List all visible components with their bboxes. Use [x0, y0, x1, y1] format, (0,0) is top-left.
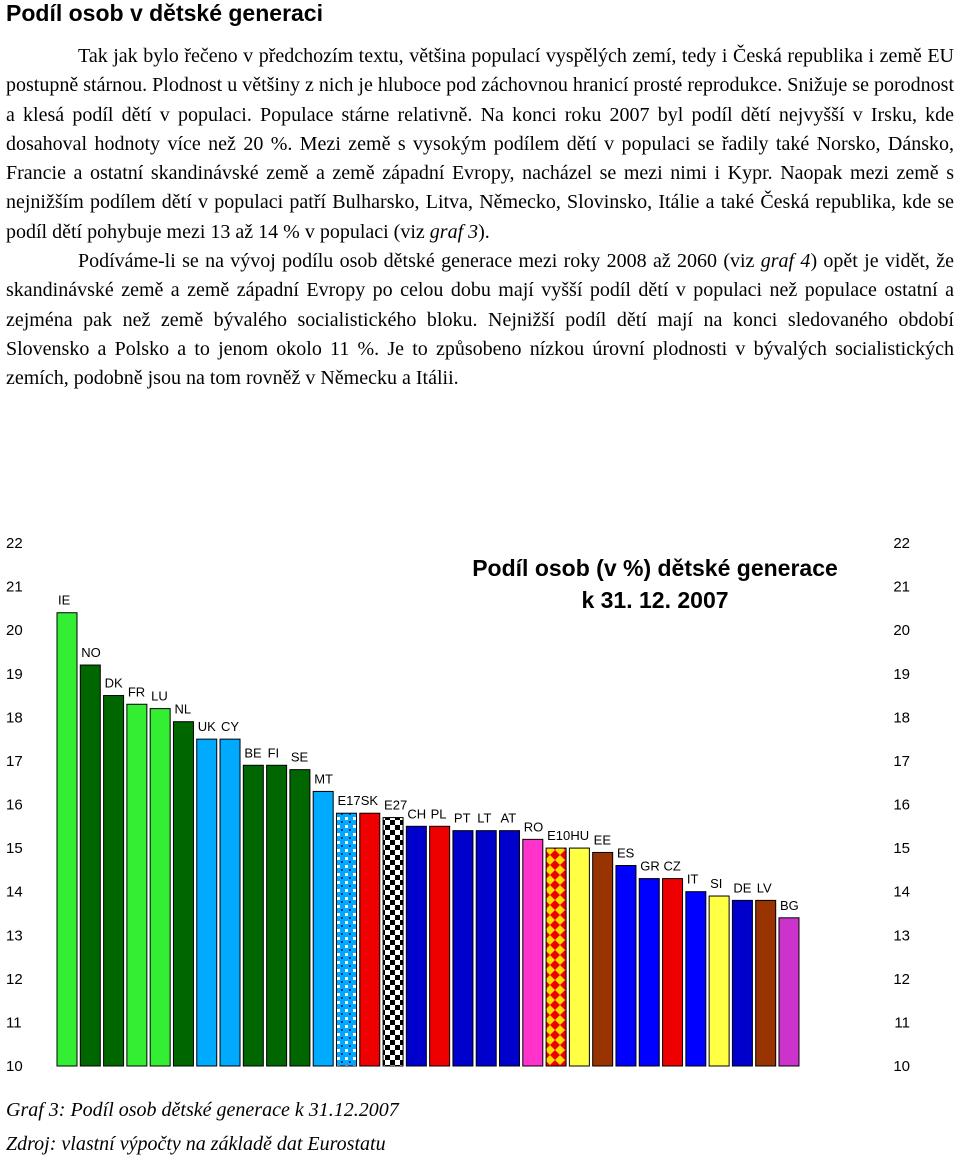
bar-label-ch: CH: [407, 806, 427, 822]
bar-label-sk: SK: [360, 793, 379, 809]
bar-label-lv: LV: [756, 880, 772, 896]
y-tick-label-right: 11: [894, 1014, 910, 1032]
chart-title-box: [450, 548, 860, 623]
y-tick-label-right: 12: [893, 970, 910, 988]
figure-reference: graf 4: [760, 250, 811, 273]
bar-label-bg: BG: [779, 897, 799, 913]
bar-ee: [593, 852, 613, 1066]
bar-ch: [406, 826, 426, 1066]
bar-cz: [663, 879, 683, 1066]
bar-label-fi: FI: [267, 745, 280, 761]
bar-label-ee: EE: [593, 832, 612, 848]
bar-gr: [639, 879, 659, 1066]
bar-label-cy: CY: [221, 719, 240, 735]
bar-de: [732, 900, 752, 1066]
y-tick-label-left: 10: [6, 1058, 23, 1075]
y-tick-label-right: 22: [893, 535, 910, 552]
paragraph-1: [6, 42, 954, 247]
bar-hu: [569, 848, 589, 1066]
bar-e10: [546, 848, 566, 1066]
bar-ro: [523, 839, 543, 1066]
y-tick-label-left: 13: [6, 927, 23, 945]
bar-label-uk: UK: [197, 719, 216, 735]
bar-es: [616, 866, 636, 1066]
bar-label-si: SI: [710, 876, 723, 892]
bar-label-gr: GR: [640, 858, 660, 874]
bar-label-no: NO: [81, 645, 101, 661]
bar-cy: [220, 739, 240, 1066]
y-tick-label-right: 16: [893, 796, 910, 814]
bar-label-pl: PL: [430, 806, 447, 822]
bar-label-lt: LT: [477, 810, 492, 826]
bar-fi: [267, 765, 287, 1066]
text-run: Tak jak bylo řečeno v předchozím textu, většina populací vyspělých zemí, tedy i Česká republika i země EU postupně stárnou. Plodnost u většiny z nich je hluboce pod záchovnou hranicí prosté reprodukce. Snižuje se porodnost a klesá podíl dětí v populaci. Populace stárne relativně. Na konci roku 2007 byl podíl dětí nejvyšší v Irsku, kde dosahoval hodnoty více než 20 %. Mezi země s vysokým podílem dětí v populaci se řadily také Norsko, Dánsko, Francie a ostatní skandinávské země a země západní Evropy, nacházel se mezi nimi i Kypr. Naopak mezi země s nejnižším podílem dětí v populaci patří Bulharsko, Litva, Německo, Slovinsko, Itálie a také Česká republika, kde se podíl dětí pohybuje mezi 13 až 14 % v populaci (viz: [6, 45, 954, 243]
bar-ie: [57, 613, 77, 1066]
y-tick-label-right: 15: [893, 840, 910, 858]
bar-bg: [779, 918, 799, 1066]
bar-label-de: DE: [733, 880, 752, 896]
y-tick-label-left: 11: [6, 1014, 22, 1032]
y-tick-label-right: 21: [893, 578, 910, 596]
y-tick-label-left: 15: [6, 840, 23, 858]
y-tick-label-right: 20: [893, 622, 910, 640]
bar-label-e17: E17: [337, 793, 361, 809]
bar-label-nl: NL: [174, 701, 192, 717]
y-tick-label-left: 14: [6, 883, 23, 901]
bar-si: [709, 896, 729, 1066]
bar-be: [243, 765, 263, 1066]
y-tick-label-left: 21: [6, 578, 23, 596]
bar-label-mt: MT: [314, 771, 333, 787]
y-tick-label-right: 13: [893, 927, 910, 945]
bar-label-dk: DK: [104, 675, 123, 691]
bar-it: [686, 892, 706, 1066]
bar-e17: [336, 813, 356, 1066]
bar-label-fr: FR: [127, 684, 146, 700]
bar-lv: [756, 900, 776, 1066]
bar-label-hu: HU: [570, 828, 590, 844]
page-title: Podíl osob v dětské generaci: [6, 0, 323, 26]
bar-dk: [104, 696, 124, 1066]
chart-title-line-1: Podíl osob (v %) dětské generace: [472, 555, 838, 581]
bar-uk: [197, 739, 217, 1066]
bar-nl: [173, 722, 193, 1066]
chart-title-line-2: k 31. 12. 2007: [581, 587, 729, 613]
paragraph-2: [6, 247, 954, 393]
text-run: Podíváme-li se na vývoj podílu osob dětské generace mezi roky 2008 až 2060 (viz: [78, 250, 761, 273]
y-tick-label-left: 16: [6, 796, 23, 814]
text-run: ) opět je vidět, že skandinávské země a země západní Evropy po celou dobu mají vyšší podíl dětí v populaci než populace ostatní a zejména pak než země bývalého socialistického bloku. Nejnižší podíl dětí mají na konci sledovaného období Slovensko a Polsko a to jenom okolo 11 %. Je to způsobeno nízkou úrovní plodnosti v bývalých socialistických zemích, podobně jsou na tom rovněž v Německu a Itálii.: [6, 250, 954, 390]
bar-lu: [150, 709, 170, 1066]
y-tick-label-left: 17: [6, 752, 23, 770]
y-tick-label-right: 10: [893, 1058, 910, 1075]
y-tick-label-right: 17: [893, 752, 910, 770]
body-text: [6, 42, 954, 394]
bar-label-be: BE: [244, 745, 262, 761]
y-tick-label-left: 20: [6, 622, 23, 640]
y-axis-left: [6, 535, 23, 1075]
bar-fr: [127, 704, 147, 1066]
bar-label-e27: E27: [384, 797, 408, 813]
bar-label-ie: IE: [58, 592, 71, 608]
y-tick-label-left: 12: [6, 970, 23, 988]
bar-label-e10: E10: [547, 828, 571, 844]
bar-label-es: ES: [616, 845, 635, 861]
bar-sk: [360, 813, 380, 1066]
bar-label-it: IT: [686, 871, 699, 887]
bar-at: [500, 831, 520, 1066]
y-tick-label-left: 18: [6, 709, 23, 727]
bars: [57, 613, 799, 1066]
y-tick-label-right: 14: [893, 883, 910, 901]
chart-source: Zdroj: vlastní výpočty na základě dat Eurostatu: [6, 1133, 386, 1155]
bar-chart: [0, 520, 960, 1090]
bar-pl: [430, 826, 450, 1066]
bar-e27: [383, 818, 403, 1066]
bar-label-lu: LU: [151, 688, 168, 704]
bar-label-pt: PT: [453, 810, 471, 826]
bar-mt: [313, 791, 333, 1066]
bar-se: [290, 770, 310, 1066]
bar-label-ro: RO: [523, 819, 544, 835]
y-tick-label-left: 22: [6, 535, 23, 552]
y-tick-label-right: 19: [893, 665, 910, 683]
bar-label-at: AT: [500, 810, 517, 826]
y-axis-right: [893, 535, 910, 1075]
figure-reference: graf 3: [429, 220, 479, 243]
text-run: ).: [478, 220, 490, 243]
y-tick-label-right: 18: [893, 709, 910, 727]
chart-caption: Graf 3: Podíl osob dětské generace k 31.12.2007: [6, 1099, 399, 1121]
bar-label-cz: CZ: [663, 858, 681, 874]
bar-label-se: SE: [290, 749, 309, 765]
bar-no: [80, 665, 100, 1066]
y-tick-label-left: 19: [6, 665, 23, 683]
bar-pt: [453, 831, 473, 1066]
bar-lt: [476, 831, 496, 1066]
